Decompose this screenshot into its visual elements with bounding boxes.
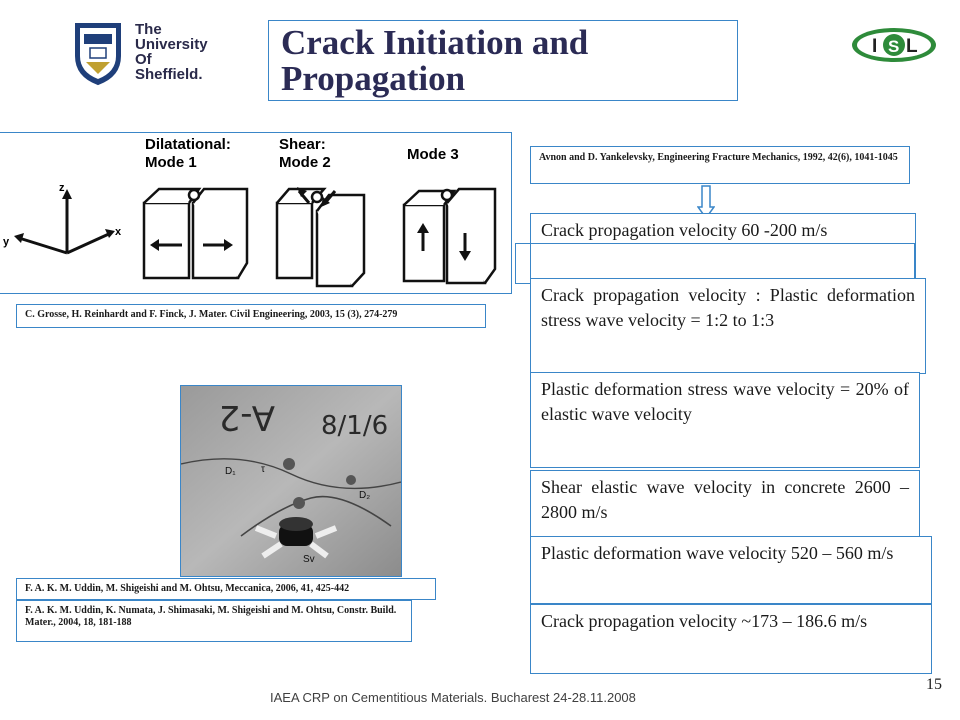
- university-name: [135, 22, 208, 82]
- svg-text:L: L: [906, 36, 918, 57]
- reference-uddin-2004: F. A. K. M. Uddin, K. Numata, J. Shimasaki, M. Shigeishi and M. Ohtsu, Constr. Build. Mater., 2004, 18, 181-188: [16, 600, 412, 642]
- statement-shear-elastic-wave: Shear elastic wave velocity in concrete 2600 – 2800 m/s: [530, 470, 920, 540]
- axis-y-label: y: [3, 236, 10, 248]
- mode3-label: Mode 3: [407, 146, 459, 163]
- mode1-label-line2: Mode 1: [145, 154, 197, 171]
- uni-line-1: The: [135, 21, 162, 38]
- uni-line-3: Of: [135, 51, 152, 68]
- sheffield-crest-icon: [68, 18, 128, 88]
- statement-plastic-stress-wave: Plastic deformation stress wave velocity = 20% of elastic wave velocity: [530, 372, 920, 468]
- mode2-label-line2: Mode 2: [279, 154, 331, 171]
- specimen-photo: [180, 385, 402, 577]
- isl-logo: [850, 26, 938, 64]
- axis-x-label: x: [115, 226, 122, 238]
- statement-plastic-wave-velocity: Plastic deformation wave velocity 520 – 560 m/s: [530, 536, 932, 604]
- mode1-block: [144, 189, 247, 278]
- statement-crack-velocity-173: Crack propagation velocity ~173 – 186.6 m/s: [530, 604, 932, 674]
- mode2-block: [277, 189, 364, 286]
- mode3-block: [404, 189, 495, 283]
- mode1-label-line1: Dilatational:: [145, 136, 231, 153]
- mode2-label-line1: Shear:: [279, 136, 326, 153]
- reference-grosse: C. Grosse, H. Reinhardt and F. Finck, J. Mater. Civil Engineering, 2003, 15 (3), 274-279: [16, 304, 486, 328]
- fracture-modes-figure: [0, 132, 512, 294]
- photo-sv-label: Sv: [303, 554, 315, 565]
- axis-z-label: z: [59, 182, 65, 194]
- slide-title: Crack Initiation and Propagation: [268, 20, 738, 101]
- page-number: 15: [926, 676, 942, 693]
- photo-specimen-label: A-2: [218, 397, 275, 437]
- statement-crack-velocity-60-200: Crack propagation velocity 60 -200 m/s: [530, 213, 916, 283]
- photo-d2-label: D₂: [359, 490, 371, 501]
- svg-text:I: I: [872, 36, 878, 57]
- svg-text:S: S: [888, 37, 900, 56]
- reference-avnon: Avnon and D. Yankelevsky, Engineering Fracture Mechanics, 1992, 42(6), 1041-1045: [530, 146, 910, 184]
- footer-text: IAEA CRP on Cementitious Materials. Bucharest 24-28.11.2008: [270, 690, 636, 705]
- statement-crack-plastic-ratio: Crack propagation velocity : Plastic deformation stress wave velocity = 1:2 to 1:3: [530, 278, 926, 374]
- uni-line-2: University: [135, 36, 208, 53]
- uni-line-4: Sheffield.: [135, 66, 203, 83]
- photo-d1-label: D₁: [225, 466, 236, 477]
- photo-fraction-label: 8/1/6: [321, 411, 389, 441]
- reference-uddin-2006: F. A. K. M. Uddin, M. Shigeishi and M. Ohtsu, Meccanica, 2006, 41, 425-442: [16, 578, 436, 600]
- photo-tau-label: τ: [261, 464, 265, 475]
